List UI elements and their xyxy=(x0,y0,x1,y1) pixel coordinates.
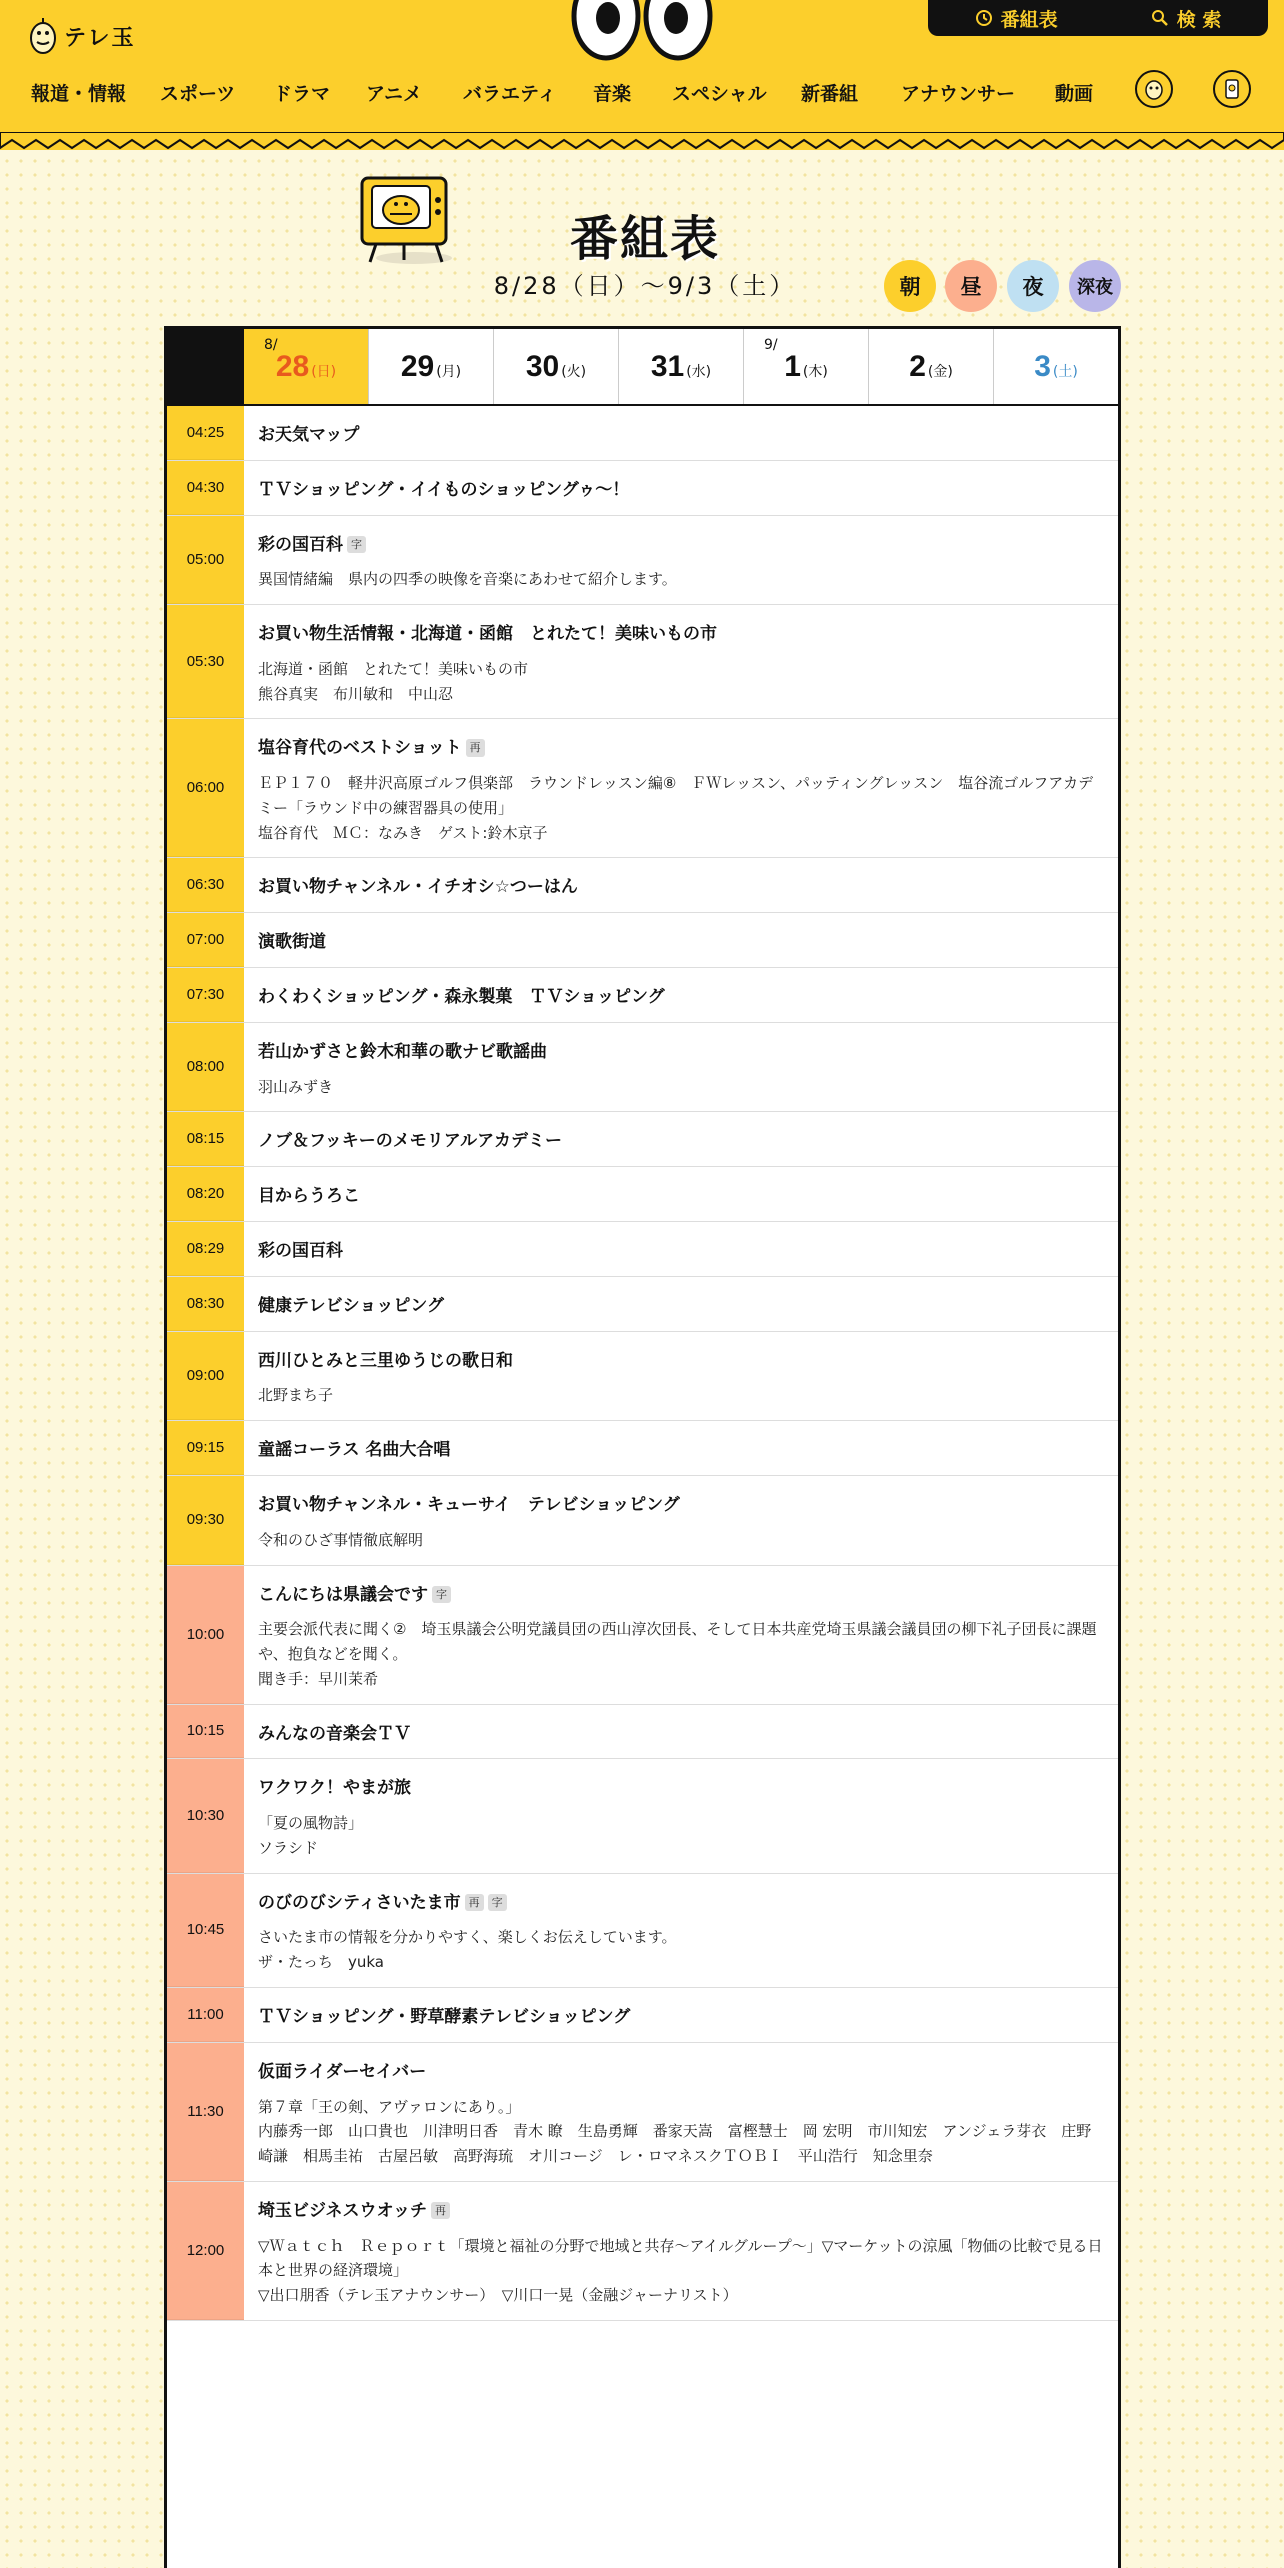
program-time: 05:30 xyxy=(167,605,244,718)
day-number: 3 xyxy=(1034,349,1051,383)
program-time: 04:25 xyxy=(167,406,244,460)
program-time: 07:30 xyxy=(167,968,244,1022)
program-title: お買い物生活情報・北海道・函館 とれたて！美味いもの市 xyxy=(258,624,717,645)
program-cell[interactable] xyxy=(244,2043,1118,2181)
program-row xyxy=(167,2182,1118,2321)
program-title: 若山かずさと鈴木和華の歌ナビ歌謡曲 xyxy=(258,1041,547,1062)
program-time: 11:30 xyxy=(167,2043,244,2181)
program-description: 異国情緒編 県内の四季の映像を音楽にあわせて紹介します。 xyxy=(258,570,677,589)
program-time: 07:00 xyxy=(167,913,244,967)
program-time: 09:30 xyxy=(167,1476,244,1565)
program-cell[interactable] xyxy=(244,1705,1118,1759)
program-cell[interactable] xyxy=(244,516,1118,605)
nav-videos[interactable]: 動画 xyxy=(1055,82,1094,105)
day-weekday: (水) xyxy=(686,363,712,380)
program-time: 06:00 xyxy=(167,719,244,857)
program-title-line xyxy=(258,2006,1104,2030)
program-cell[interactable] xyxy=(244,1759,1118,1872)
program-description: ＥＰ１７０ 軽井沢高原ゴルフ倶楽部 ラウンドレッスン編⑧ ＦＷレッスン、パッティングレッスン 塩谷流ゴルフアカデミー「ラウンド中の練習器具の使用」 塩谷育代 ＭＣ：なみき ゲスト:鈴木京子 xyxy=(258,774,1094,842)
header-zigzag-edge xyxy=(0,132,1284,150)
program-time: 11:00 xyxy=(167,1988,244,2042)
tod-noon-button[interactable]: 昼 xyxy=(945,260,997,312)
program-description: 羽山みずき xyxy=(258,1077,334,1096)
program-time: 10:45 xyxy=(167,1874,244,1987)
day-month: 9/ xyxy=(764,337,778,353)
program-title-line xyxy=(258,1494,1104,1518)
program-cell[interactable] xyxy=(244,1222,1118,1276)
program-title: お買い物チャンネル・イチオシ☆つーはん xyxy=(258,877,578,898)
program-row xyxy=(167,1332,1118,1422)
program-title-line xyxy=(258,623,1104,647)
program-row xyxy=(167,1023,1118,1113)
program-title: 彩の国百科 xyxy=(258,1241,343,1262)
day-weekday: (日) xyxy=(311,363,337,380)
program-guide-label: 番組表 xyxy=(1000,8,1058,31)
program-cell[interactable] xyxy=(244,1277,1118,1331)
program-row xyxy=(167,913,1118,968)
program-title-line xyxy=(258,1185,1104,1209)
program-cell[interactable] xyxy=(244,1476,1118,1565)
program-title: 塩谷育代のベストショット xyxy=(258,738,462,759)
program-row xyxy=(167,1112,1118,1167)
program-title-line xyxy=(258,1892,1104,1916)
program-description: 「夏の風物詩」 ソラシド xyxy=(258,1814,364,1857)
teletama-point-badge[interactable] xyxy=(1213,70,1251,108)
program-title-line xyxy=(258,1584,1104,1608)
program-title: こんにちは県議会です xyxy=(258,1584,428,1605)
program-description: 北海道・函館 とれたて！美味いもの市 熊谷真実 布川敏和 中山忍 xyxy=(258,659,529,703)
program-title: 仮面ライダーセイバー xyxy=(258,2061,427,2082)
program-row xyxy=(167,1566,1118,1705)
program-title-line xyxy=(258,479,1104,503)
day-tab[interactable] xyxy=(743,329,868,404)
program-row xyxy=(167,858,1118,913)
main-nav xyxy=(20,72,1120,112)
date-header-corner xyxy=(167,329,244,404)
program-row xyxy=(167,719,1118,858)
date-range: 8/28（日）〜9/3（土） xyxy=(493,272,797,300)
search-icon xyxy=(1151,9,1169,27)
program-row xyxy=(167,516,1118,606)
program-cell[interactable] xyxy=(244,1167,1118,1221)
program-row xyxy=(167,2043,1118,2182)
program-title-line xyxy=(258,2061,1104,2085)
program-time: 08:00 xyxy=(167,1023,244,1112)
program-row xyxy=(167,461,1118,516)
program-title: ＴＶショッピング・イイものショッピングゥ～！ xyxy=(258,479,630,500)
program-cell[interactable] xyxy=(244,1874,1118,1987)
program-title-line xyxy=(258,1439,1104,1463)
program-title: 西川ひとみと三里ゆうじの歌日和 xyxy=(258,1350,513,1371)
day-weekday: (土) xyxy=(1052,363,1078,380)
program-title-line xyxy=(258,534,1104,558)
top-utility-bar xyxy=(928,0,1268,36)
program-title: お天気マップ xyxy=(258,425,360,445)
site-header xyxy=(0,0,1284,150)
program-title-line xyxy=(258,986,1104,1010)
program-row xyxy=(167,1167,1118,1222)
program-title: のびのびシティさいたま市 xyxy=(258,1892,461,1913)
program-list xyxy=(167,406,1118,2321)
teletama-kun-badge[interactable] xyxy=(1135,70,1173,108)
program-mark-badge: 再 xyxy=(431,2202,450,2219)
day-weekday: (金) xyxy=(927,363,953,380)
date-header-row xyxy=(167,329,1118,406)
program-row xyxy=(167,1759,1118,1873)
program-title: 童謡コーラス 名曲大合唱 xyxy=(258,1440,451,1461)
program-title-line xyxy=(258,1777,1104,1801)
nav-special[interactable]: スペシャル xyxy=(672,82,767,105)
program-title-line xyxy=(258,2200,1104,2224)
program-description: 第７章「王の剣、アヴァロンにあり。」 内藤秀一郎 山口貴也 川津明日香 青木 瞭 生島勇輝 番家天嵩 富樫慧士 岡 宏明 市川知宏 アンジェラ芽衣 庄野崎謙 相馬圭祐 古屋呂敏 高野海琉 オ川コージ レ・ロマネスクＴＯＢＩ 平山浩行 知念里奈 xyxy=(258,2097,1092,2166)
program-time: 06:30 xyxy=(167,858,244,912)
program-title: みんなの音楽会ＴＶ xyxy=(258,1723,411,1744)
day-number: 28 xyxy=(275,349,310,383)
program-title: わくわくショッピング・森永製菓 ＴＶショッピング xyxy=(258,987,665,1008)
program-cell[interactable] xyxy=(244,968,1118,1022)
program-cell[interactable] xyxy=(244,1112,1118,1166)
tod-morning-button[interactable]: 朝 xyxy=(884,260,936,312)
mascot-face-icon xyxy=(1142,77,1166,101)
program-cell[interactable] xyxy=(244,406,1118,460)
program-cell[interactable] xyxy=(244,1988,1118,2042)
program-cell[interactable] xyxy=(244,1332,1118,1421)
program-title-line xyxy=(258,1350,1104,1374)
program-time: 08:15 xyxy=(167,1112,244,1166)
program-description: 北野まち子 xyxy=(258,1386,334,1405)
program-title: 彩の国百科 xyxy=(258,534,343,555)
day-tab[interactable] xyxy=(868,329,993,404)
program-row xyxy=(167,1476,1118,1566)
program-time: 10:30 xyxy=(167,1759,244,1872)
search-label: 検 索 xyxy=(1176,8,1222,31)
program-title: お買い物チャンネル・キューサイ テレビショッピング xyxy=(258,1494,680,1515)
program-row xyxy=(167,1222,1118,1277)
program-mark-badge: 字 xyxy=(347,536,366,553)
day-tab[interactable] xyxy=(618,329,743,404)
day-month: 8/ xyxy=(264,337,278,353)
program-row xyxy=(167,1277,1118,1332)
program-time: 04:30 xyxy=(167,461,244,515)
tv-mascot-icon xyxy=(352,170,464,270)
program-row xyxy=(167,1705,1118,1760)
program-time: 10:15 xyxy=(167,1705,244,1759)
day-weekday: (木) xyxy=(802,363,828,380)
nav-anime[interactable]: アニメ xyxy=(366,82,423,105)
day-tab[interactable] xyxy=(993,329,1118,404)
program-cell[interactable] xyxy=(244,1023,1118,1112)
program-title-line xyxy=(258,1130,1104,1154)
site-logo[interactable] xyxy=(28,14,138,58)
program-time: 09:15 xyxy=(167,1421,244,1475)
program-time: 10:00 xyxy=(167,1566,244,1704)
nav-variety[interactable]: バラエティ xyxy=(463,82,557,105)
nav-sports[interactable]: スポーツ xyxy=(160,82,236,105)
program-description: 主要会派代表に聞く② 埼玉県議会公明党議員団の西山淳次団長、そして日本共産党埼玉県議会議員団の柳下礼子団長に課題や、抱負などを聞く。 聞き手：早川茉希 xyxy=(258,1620,1097,1688)
nav-announcers[interactable]: アナウンサー xyxy=(901,82,1016,105)
program-title-line xyxy=(258,1295,1104,1319)
program-row xyxy=(167,406,1118,461)
program-mark-badge: 字 xyxy=(432,1586,451,1603)
program-title-line xyxy=(258,931,1104,955)
nav-music[interactable]: 音楽 xyxy=(593,82,632,105)
program-title-line xyxy=(258,737,1104,761)
program-time: 09:00 xyxy=(167,1332,244,1421)
nav-new-programs[interactable]: 新番組 xyxy=(801,82,859,105)
program-time: 08:30 xyxy=(167,1277,244,1331)
day-weekday: (月) xyxy=(436,363,462,380)
program-title: 演歌街道 xyxy=(258,932,326,953)
phone-card-icon xyxy=(1220,77,1244,101)
day-weekday: (火) xyxy=(561,363,587,380)
program-title: ワクワク！やまが旅 xyxy=(258,1778,411,1799)
program-row xyxy=(167,968,1118,1023)
search-link[interactable] xyxy=(1151,5,1222,32)
program-title: 目からうろこ xyxy=(258,1186,360,1207)
day-number: 2 xyxy=(909,349,926,383)
program-title: 健康テレビショッピング xyxy=(258,1295,444,1316)
program-description: ▽Ｗａｔｃｈ Ｒｅｐｏｒｔ「環境と福祉の分野で地域と共存～アイルグループ～」▽マーケットの涼風「物価の比較で見る日本と世界の経済環境」 ▽出口朋香（テレ玉アナウンサー） ▽川口一晃（金融ジャーナリスト） xyxy=(258,2236,1103,2305)
mascot-logo-icon xyxy=(28,16,58,56)
program-description: 令和のひざ事情徹底解明 xyxy=(258,1530,424,1549)
program-time: 08:29 xyxy=(167,1222,244,1276)
mascot-eyes-icon xyxy=(568,0,716,62)
tod-late-night-button[interactable]: 深夜 xyxy=(1069,260,1121,312)
day-tab[interactable] xyxy=(244,329,368,404)
day-tab[interactable] xyxy=(368,329,493,404)
program-row xyxy=(167,1874,1118,1988)
program-title-line xyxy=(258,1041,1104,1065)
program-cell[interactable] xyxy=(244,858,1118,912)
program-title-line xyxy=(258,876,1104,900)
program-time: 05:00 xyxy=(167,516,244,605)
program-mark-badge: 字 xyxy=(488,1894,507,1911)
program-description: さいたま市の情報を分かりやすく、楽しくお伝えしています。 ザ・たっち yuka xyxy=(258,1928,677,1972)
nav-news[interactable]: 報道・情報 xyxy=(31,82,127,105)
program-title-line xyxy=(258,1723,1104,1747)
nav-drama[interactable]: ドラマ xyxy=(273,82,331,105)
program-time: 08:20 xyxy=(167,1167,244,1221)
program-cell[interactable] xyxy=(244,461,1118,515)
day-number: 29 xyxy=(400,349,435,383)
program-cell[interactable] xyxy=(244,605,1118,718)
program-title: 埼玉ビジネスウオッチ xyxy=(258,2200,427,2221)
program-cell[interactable] xyxy=(244,913,1118,967)
program-row xyxy=(167,1988,1118,2043)
program-row xyxy=(167,605,1118,719)
program-cell[interactable] xyxy=(244,1421,1118,1475)
day-number: 1 xyxy=(784,349,801,383)
program-mark-badge: 再 xyxy=(465,1894,484,1911)
program-mark-badge: 再 xyxy=(466,739,485,756)
day-number: 31 xyxy=(650,349,685,383)
program-cell[interactable] xyxy=(244,719,1118,857)
program-guide-link[interactable] xyxy=(975,5,1058,32)
page-title: 番組表 xyxy=(569,211,720,267)
program-row xyxy=(167,1421,1118,1476)
program-schedule xyxy=(164,326,1121,2568)
logo-text: テレ玉 xyxy=(64,25,136,51)
program-cell[interactable] xyxy=(244,2182,1118,2320)
tod-night-button[interactable]: 夜 xyxy=(1007,260,1059,312)
program-title: ＴＶショッピング・野草酵素テレビショッピング xyxy=(258,2006,631,2027)
program-cell[interactable] xyxy=(244,1566,1118,1704)
day-number: 30 xyxy=(525,349,560,383)
program-title: ノブ＆フッキーのメモリアルアカデミー xyxy=(258,1131,562,1152)
program-time: 12:00 xyxy=(167,2182,244,2320)
clock-icon xyxy=(975,9,993,27)
program-title-line xyxy=(258,424,1104,448)
day-tab[interactable] xyxy=(493,329,618,404)
program-title-line xyxy=(258,1240,1104,1264)
